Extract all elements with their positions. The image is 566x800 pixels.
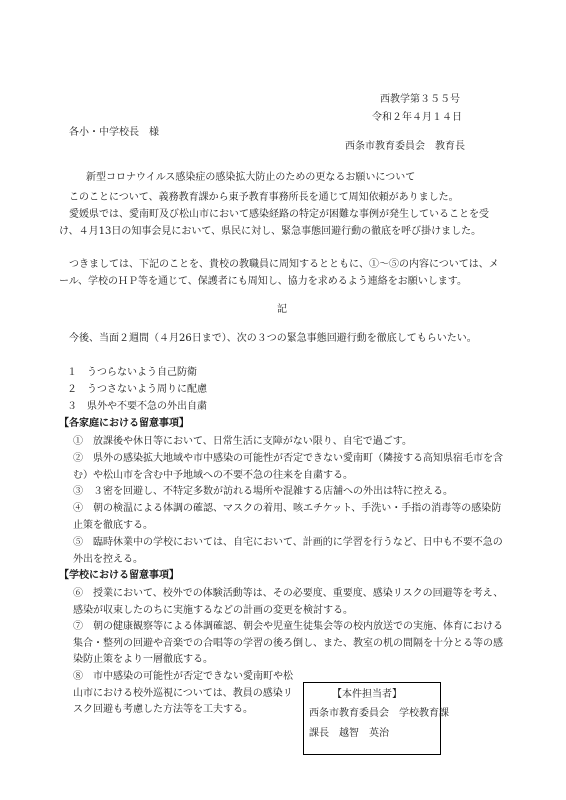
document-title: 新型コロナウイルス感染症の感染拡大防止のための更なるお願いについて (86, 172, 416, 183)
ki-heading: 記 (277, 304, 287, 315)
school-item: ⑦ 朝の健康観察等による体調確認、朝会や児童生徒集会等の校内放送での実施、体育における集合・整列の回避や音楽での合唱等の学習の後ろ倒し、また、教室の机の間隔を十分とる等の感染防止策をより一層徹底する。 (73, 621, 503, 665)
contact-organization: 西条市教育委員会 学校教育課 (309, 708, 449, 719)
home-item: ② 県外の感染拡大地域や市中感染の可能性が否定できない愛南町（隣接する高知県宿毛市を含む）や松山市を含む中予地域への不要不急の往来を自粛する。 (73, 453, 503, 481)
home-section-heading: 【各家庭における留意事項】 (59, 418, 189, 429)
paragraph-intro: 今後、当面２週間（４月26日まで）、次の３つの緊急事態回避行動を徹底してもらいたい。 (69, 333, 477, 344)
school-item: ⑧ 市中感染の可能性が否定できない愛南町や松山市における校外巡視については、教員の感染リスク回避も考慮した方法等を工夫する。 (73, 671, 293, 715)
action-item: ２ うつさないよう周りに配慮 (67, 384, 207, 395)
contact-box (303, 682, 449, 755)
home-item: ⑤ 臨時休業中の学校においては、自宅において、計画的に学習を行うなど、日中も不要不急の外出を控える。 (73, 537, 503, 565)
home-item: ③ ３密を回避し、不特定多数が訪れる場所や混雑する店舗への外出は特に控える。 (73, 486, 453, 497)
addressee: 各小・中学校長 様 (69, 127, 159, 138)
home-item: ① 放課後や休日等において、日常生活に支障がない限り、自宅で過ごす。 (73, 436, 412, 447)
contact-heading: 【本件担当者】 (332, 689, 402, 700)
home-item: ④ 朝の検温による体調の確認、マスクの着用、咳エチケット、手洗い・手指の消毒等の感染防止策を徹底する。 (73, 503, 502, 531)
action-item: ３ 県外や不要不急の外出自粛 (67, 401, 207, 412)
school-section-heading: 【学校における留意事項】 (59, 570, 179, 581)
action-item: １ うつらないよう自己防衛 (67, 367, 197, 378)
document-number: 西教学第３５５号 (380, 94, 460, 105)
sender: 西条市教育委員会 教育長 (345, 141, 465, 152)
paragraph-background: 愛媛県では、愛南町及び松山市において感染経路の特定が困難な事例が発生していることを受け、４月13日の知事会見において、県民に対し、緊急事態回避行動の徹底を呼び掛けました。 (59, 209, 489, 237)
paragraph-request: つきましては、下記のことを、貴校の教職員に周知するとともに、①～⑤の内容については、メール、学校のＨＰ等を通じて、保護者にも周知し、協力を求めるよう連絡をお願いします。 (59, 259, 499, 287)
school-item: ⑥ 授業において、校外での体験活動等は、その必要度、重要度、感染リスクの回避等を考え、感染が収束したのちに実施するなどの計画の変更を検討する。 (73, 588, 504, 616)
document-date: 令和２年４月１４日 (372, 112, 462, 123)
contact-person: 課長 越智 英治 (309, 728, 389, 739)
paragraph-notice: このことについて、義務教育課から東予教育事務所長を通じて周知依頼がありました。 (69, 192, 459, 203)
